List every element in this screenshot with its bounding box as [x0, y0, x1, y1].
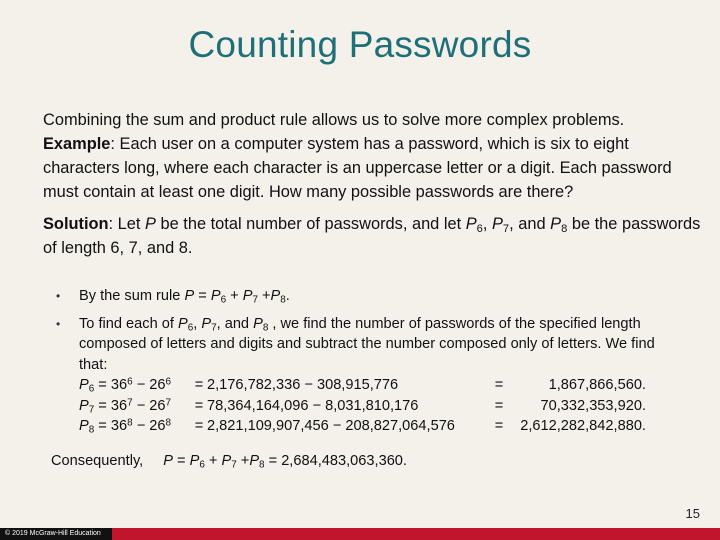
equation-definition: $P_6 = 36^6 - 26^6$	[79, 376, 172, 395]
slide-title: Counting Passwords	[188, 24, 532, 65]
equation-row	[79, 396, 646, 417]
bullet-sum-rule: • By the sum rule $P = P_6 + P_7 +P_8$.	[56, 288, 290, 306]
equation-result: 70,332,353,920.	[540, 397, 646, 414]
equation-expression: 2,821,109,907,456 − 208,827,064,576	[207, 418, 455, 434]
equations-table	[79, 375, 646, 437]
equation-row	[79, 375, 646, 396]
slide-body	[43, 108, 703, 260]
example-text: : Each user on a computer system has a password, which is six to eight characters long, where each character is an uppercase letter or a digit. Each password must contain at least one digit. How many possible passwords are there?	[43, 135, 672, 201]
conclusion-line: Consequently, $P = P_6 + P_7 +P_8 = 2,684,483,063,360$.	[51, 453, 407, 471]
equation-definition: $P_7 = 36^7 - 26^7$	[79, 397, 172, 415]
page-number: 15	[685, 506, 700, 521]
footer-copyright-block	[0, 528, 112, 540]
solution-label: Solution	[43, 215, 109, 233]
equals-sign: =	[194, 377, 204, 393]
bullet-dot-icon: •	[56, 316, 61, 331]
bullet-find-each: • To find each of $P_6$, $P_7$, and $P_8$ , we find the number of passwords of the specified length composed of letters and digits and subtract the number composed only of letters. We find that: $P_6 = 36^6 - 26^6$ = 2,176,782,336 − 308,915,776 = 1,867,866,560. $P_7 = 36^7 - 26^7$ = 78,364,164,096 − 8,031,810,176 = 70,332,353,920. $P_8 = 36^8 - 26^8$ = 2,821,109,907,456 − 208,827,064,576 = 2,612,282,842,880.	[56, 315, 655, 436]
equals-sign: =	[494, 377, 504, 393]
conclusion-label: Consequently,	[51, 453, 144, 469]
equation-result: 2,612,282,842,880.	[520, 418, 646, 434]
equals-sign: =	[194, 418, 204, 434]
equals-sign: =	[494, 397, 504, 414]
intro-paragraph	[43, 108, 703, 204]
equation-result: 1,867,866,560.	[548, 377, 646, 393]
equals-sign: =	[194, 397, 204, 414]
equation-expression: 2,176,782,336 − 308,915,776	[207, 377, 399, 393]
equation-expression: 78,364,164,096 − 8,031,810,176	[207, 397, 419, 414]
equation-definition: $P_8 = 36^8 - 26^8$	[79, 417, 172, 436]
equation-row	[79, 416, 646, 437]
bullet-list	[56, 286, 676, 437]
bullet-dot-icon: •	[56, 289, 61, 303]
solution-paragraph: Solution: Let P be the total number of passwords, and let $P_6$, $P_7$, and $P_8$ be the passwords of length 6, 7, and 8.	[43, 215, 701, 257]
example-label: Example	[43, 135, 111, 153]
copyright-text: © 2019 McGraw-Hill Education	[5, 530, 101, 537]
conclusion-result: = 2,684,483,063,360.	[264, 453, 407, 469]
equals-sign: =	[494, 418, 504, 434]
intro-sentence: Combining the sum and product rule allows us to solve more complex problems.	[43, 111, 625, 129]
